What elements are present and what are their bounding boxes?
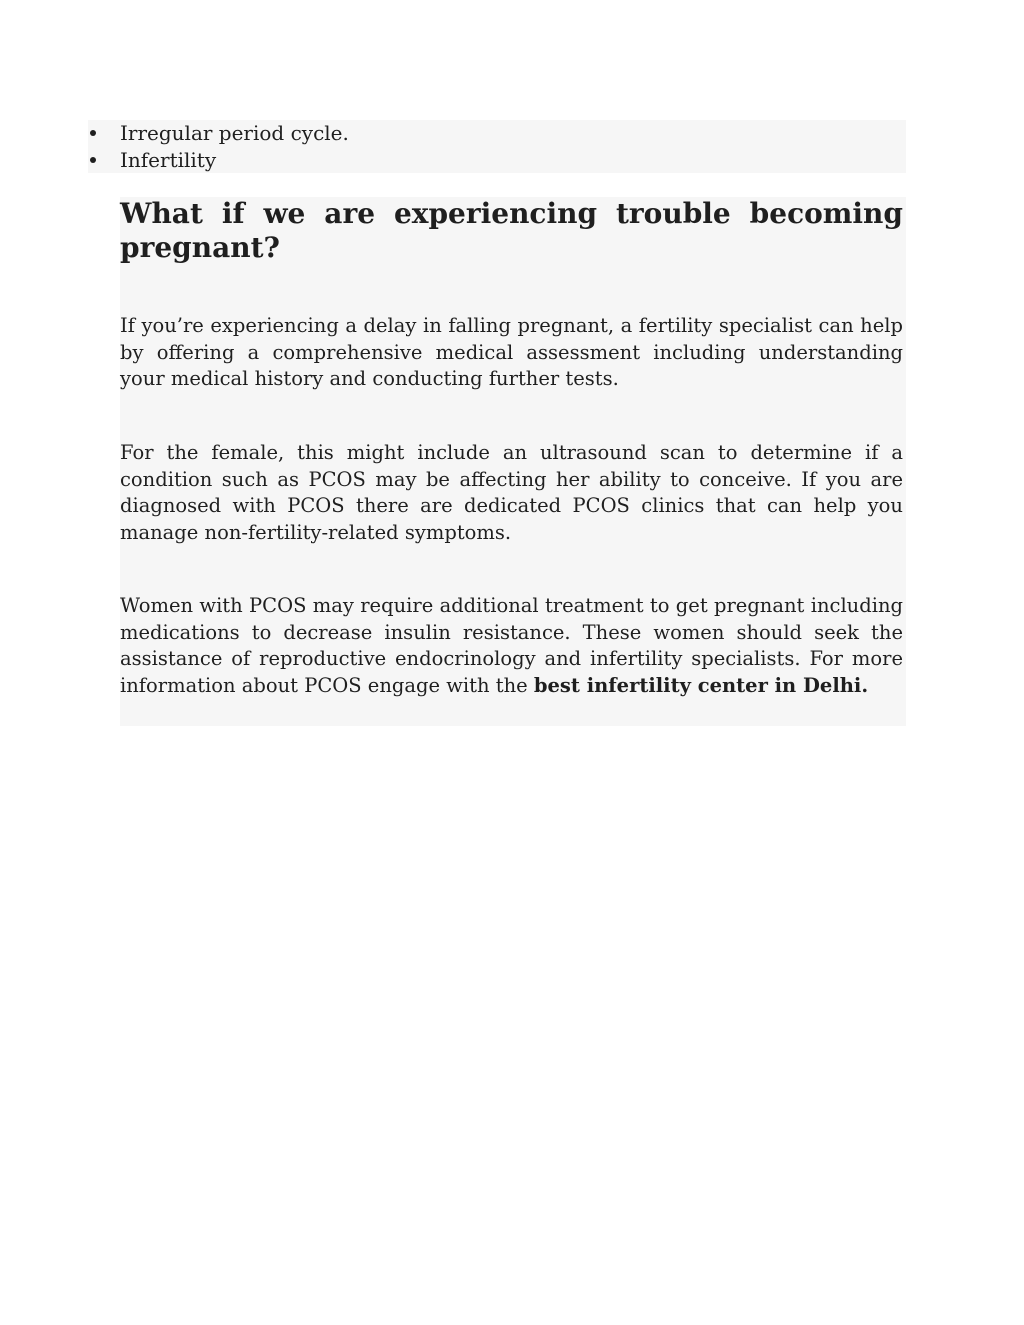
paragraph-assessment xyxy=(120,313,903,393)
bullet-list xyxy=(88,120,906,173)
paragraph-text: For the female, this might include an ultrasound scan to determine if a condition such as PCOS may be affecting her ability to conceive. If you are diagnosed with PCOS there are dedicated PCOS clinics that can help you manage non-fertility-related symptoms. xyxy=(120,441,903,544)
paragraph-treatment xyxy=(120,593,903,699)
paragraph-text: Women with PCOS may require additional treatment to get pregnant including medications to decrease insulin resistance. These women should seek the assistance of reproductive endocrinology and infertility specialists. For more information about PCOS engage with the xyxy=(120,594,903,697)
list-item-text: Irregular period cycle. xyxy=(120,121,349,145)
bullet-icon xyxy=(90,130,96,136)
list-item xyxy=(88,120,349,146)
list-item-text: Infertility xyxy=(120,148,217,172)
section-heading: What if we are experiencing trouble becoming pregnant? xyxy=(120,197,903,264)
infertility-center-link[interactable]: best infertility center in Delhi. xyxy=(533,673,869,697)
paragraph-ultrasound xyxy=(120,440,903,546)
list-item xyxy=(88,147,216,173)
paragraph-text: If you’re experiencing a delay in falling pregnant, a fertility specialist can help by offering a comprehensive medical assessment including understanding your medical history and conducting further tests. xyxy=(120,314,903,391)
bullet-icon xyxy=(90,157,96,163)
article-section xyxy=(120,197,906,726)
